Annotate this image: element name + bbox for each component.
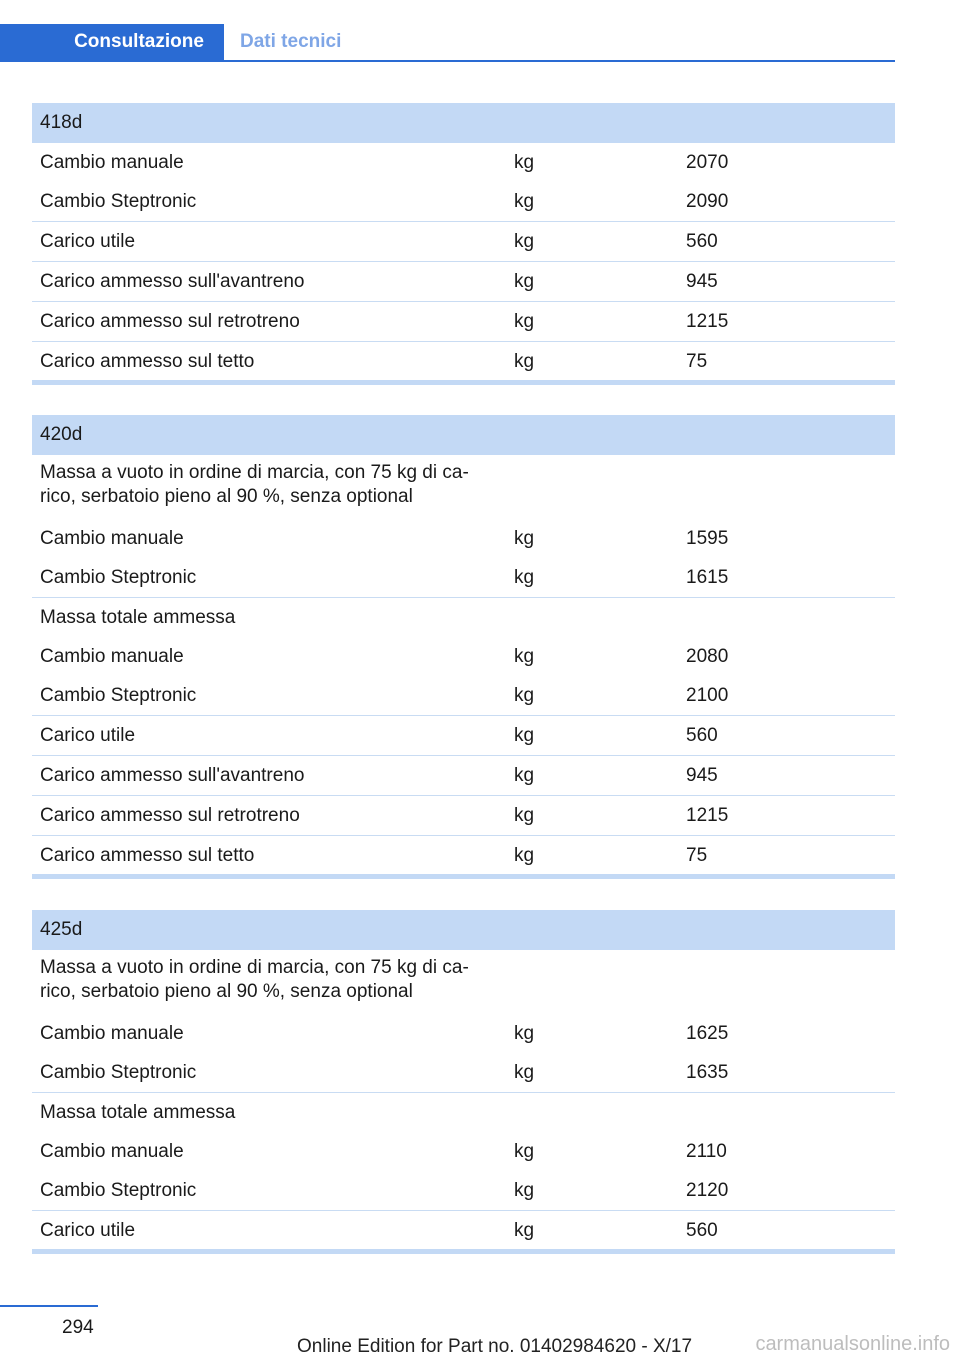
table-row: Cambio manuale kg 2110 <box>40 1141 727 1162</box>
edition-footer: Online Edition for Part no. 01402984620 - X/17 <box>297 1336 693 1357</box>
table-row: Carico ammesso sull'avantreno kg 945 <box>32 261 895 301</box>
table-row: Cambio Steptronic kg 2120 <box>40 1180 729 1201</box>
table-row: Cambio Steptronic kg 1615 <box>40 567 729 588</box>
section-tabs <box>0 24 895 62</box>
table-418d <box>32 103 895 385</box>
table-row: Massa totale ammessa <box>32 1092 895 1132</box>
table-420d <box>32 415 895 879</box>
table-row: Carico ammesso sul tetto kg 75 <box>32 835 895 874</box>
table-row: Carico ammesso sul retrotreno kg 1215 <box>32 301 895 341</box>
tab-dati-tecnici[interactable]: Dati tecnici <box>240 31 342 52</box>
table-row: Carico utile kg 560 <box>32 221 895 261</box>
table-row: Cambio manuale kg 2070 <box>40 152 729 173</box>
table-row: Cambio Steptronic kg 1635 <box>40 1062 729 1083</box>
table-row: Massa totale ammessa <box>32 597 895 637</box>
table-row: Cambio manuale kg 2080 <box>40 646 729 667</box>
table-row: Cambio Steptronic kg 2100 <box>40 685 729 706</box>
table-title: 420d <box>32 415 895 455</box>
table-title: 418d <box>32 103 895 143</box>
table-425d <box>32 910 895 1254</box>
table-title: 425d <box>32 910 895 950</box>
table-row: Carico ammesso sull'avantreno kg 945 <box>32 755 895 795</box>
table-row: Cambio manuale kg 1625 <box>40 1023 729 1044</box>
table-row: Carico utile kg 560 <box>32 1210 895 1249</box>
table-row: Cambio Steptronic kg 2090 <box>40 191 729 212</box>
table-row: Cambio manuale kg 1595 <box>40 528 729 549</box>
tab-consultazione[interactable]: Consultazione <box>0 24 224 60</box>
table-row: Massa a vuoto in ordine di marcia, con 75 kg di ca-rico, serbatoio pieno al 90 %, senza optional <box>40 957 469 1002</box>
watermark: carmanualsonline.info <box>755 1333 950 1355</box>
table-row: Carico ammesso sul retrotreno kg 1215 <box>32 795 895 835</box>
page-number: 294 <box>62 1317 94 1338</box>
table-row: Massa a vuoto in ordine di marcia, con 75 kg di ca-rico, serbatoio pieno al 90 %, senza optional <box>40 462 469 507</box>
table-row: Carico ammesso sul tetto kg 75 <box>32 341 895 380</box>
table-end-bar <box>32 874 895 879</box>
page-number-rule <box>0 1305 98 1307</box>
table-end-bar <box>32 1249 895 1254</box>
table-row: Carico utile kg 560 <box>32 715 895 755</box>
table-end-bar <box>32 380 895 385</box>
